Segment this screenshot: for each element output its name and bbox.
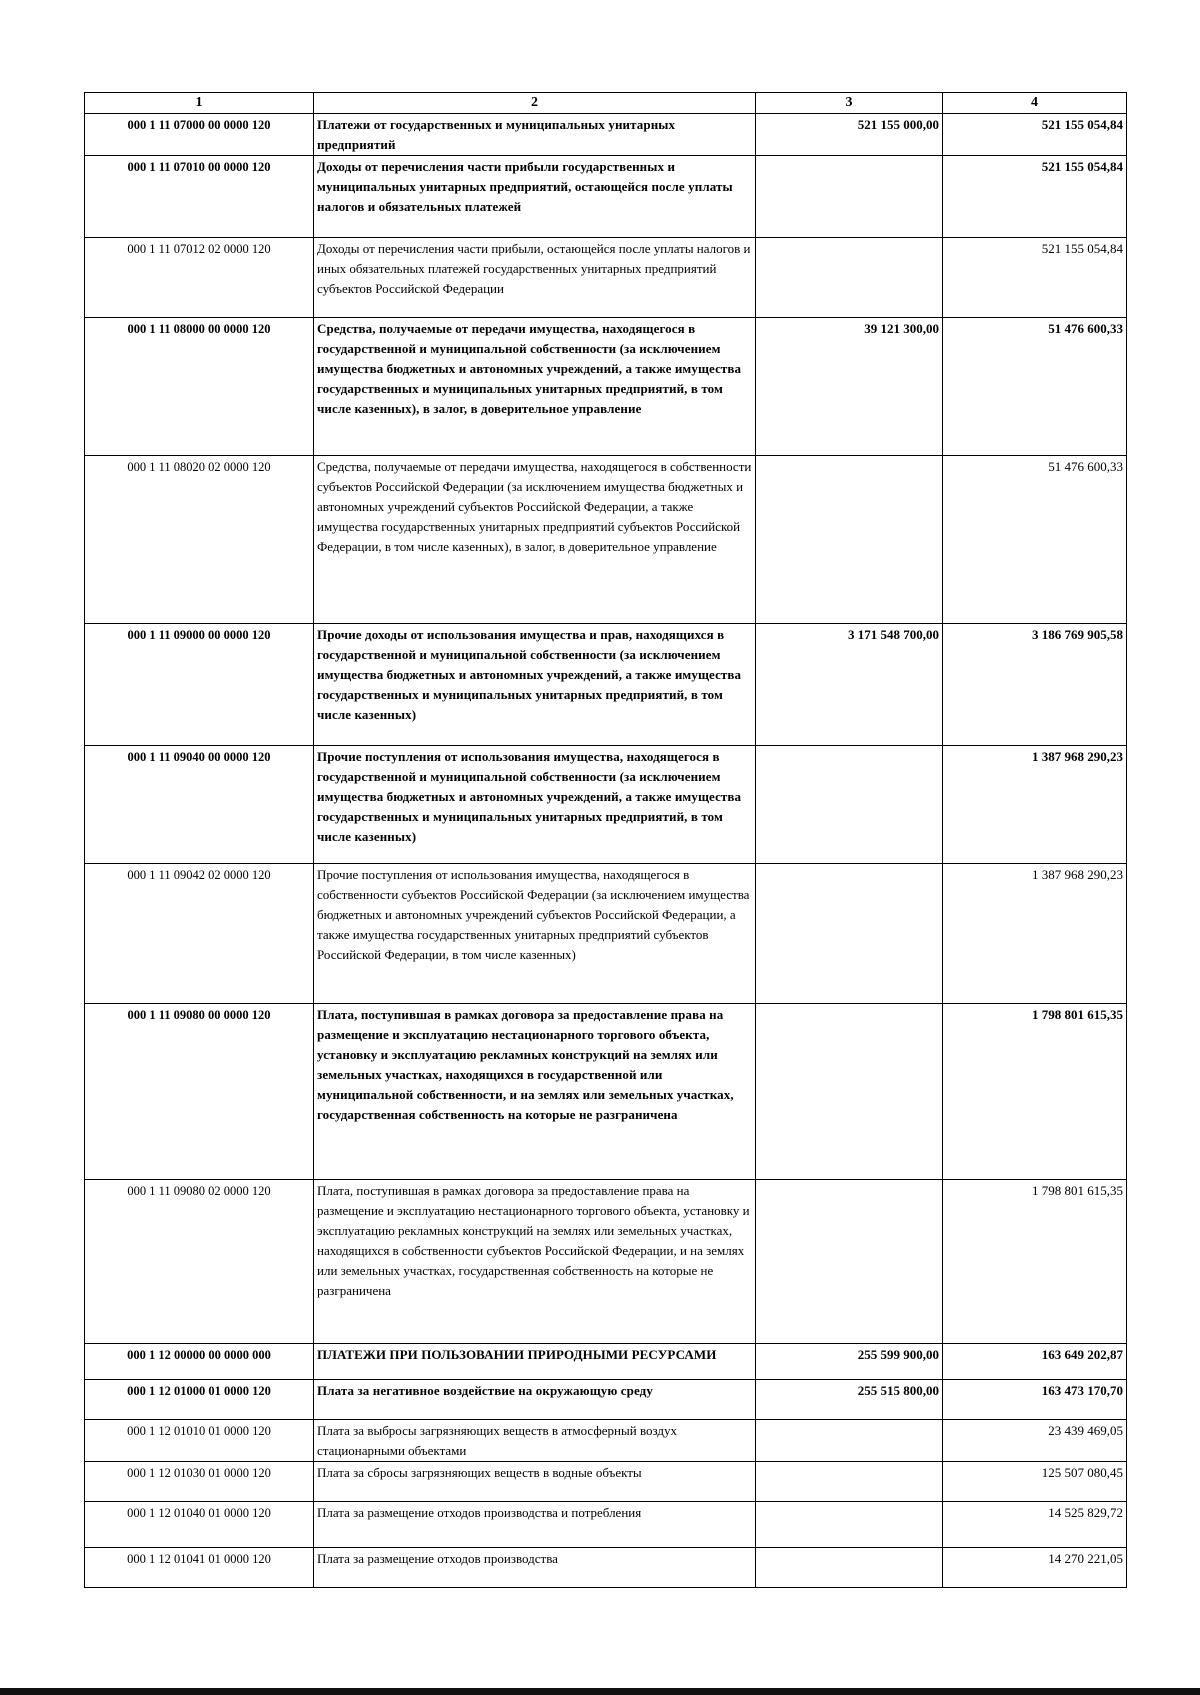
row-code: 000 1 12 01000 01 0000 120 [85, 1380, 314, 1420]
row-actual-amount: 23 439 469,05 [943, 1420, 1127, 1462]
row-name: Плата за сбросы загрязняющих веществ в водные объекты [314, 1462, 756, 1502]
table-row [85, 456, 1127, 624]
revenue-table-sheet [84, 92, 1126, 1588]
row-plan-amount [756, 864, 943, 1004]
row-plan-amount [756, 1004, 943, 1180]
table-body [85, 114, 1127, 1588]
table-row [85, 1462, 1127, 1502]
row-name: ПЛАТЕЖИ ПРИ ПОЛЬЗОВАНИИ ПРИРОДНЫМИ РЕСУРСАМИ [314, 1344, 756, 1380]
row-plan-amount: 39 121 300,00 [756, 318, 943, 456]
row-actual-amount: 1 387 968 290,23 [943, 864, 1127, 1004]
row-name: Прочие доходы от использования имущества и прав, находящихся в государственной и муниципальной собственности (за исключением имущества бюджетных и автономных учреждений, а также имущества государственных и муниципальных унитарных предприятий, в том числе казенных) [314, 624, 756, 746]
header-col-1: 1 [85, 93, 314, 114]
row-name: Доходы от перечисления части прибыли государственных и муниципальных унитарных предприятий, остающейся после уплаты налогов и обязательных платежей [314, 156, 756, 238]
table-row [85, 1180, 1127, 1344]
table-row [85, 1004, 1127, 1180]
row-name: Плата за негативное воздействие на окружающую среду [314, 1380, 756, 1420]
row-plan-amount [756, 1502, 943, 1548]
row-name: Доходы от перечисления части прибыли, остающейся после уплаты налогов и иных обязательных платежей государственных унитарных предприятий субъектов Российской Федерации [314, 238, 756, 318]
row-code: 000 1 11 07000 00 0000 120 [85, 114, 314, 156]
table-header-row [85, 93, 1127, 114]
row-plan-amount [756, 156, 943, 238]
row-code: 000 1 11 09080 02 0000 120 [85, 1180, 314, 1344]
header-col-3: 3 [756, 93, 943, 114]
row-plan-amount: 521 155 000,00 [756, 114, 943, 156]
row-code: 000 1 11 09042 02 0000 120 [85, 864, 314, 1004]
header-col-4: 4 [943, 93, 1127, 114]
row-plan-amount [756, 238, 943, 318]
table-row [85, 864, 1127, 1004]
table-row [85, 1502, 1127, 1548]
row-name: Средства, получаемые от передачи имущества, находящегося в собственности субъектов Российской Федерации (за исключением имущества бюджетных и автономных учреждений субъектов Российской Федерации, а также имущества государственных унитарных предприятий субъектов Российской Федерации, в том числе казенных), в залог, в доверительное управление [314, 456, 756, 624]
table-row [85, 1548, 1127, 1588]
row-code: 000 1 12 01040 01 0000 120 [85, 1502, 314, 1548]
revenue-table [84, 92, 1127, 1588]
header-col-2: 2 [314, 93, 756, 114]
row-code: 000 1 11 07012 02 0000 120 [85, 238, 314, 318]
row-code: 000 1 11 09040 00 0000 120 [85, 746, 314, 864]
row-code: 000 1 11 09080 00 0000 120 [85, 1004, 314, 1180]
row-actual-amount: 14 270 221,05 [943, 1548, 1127, 1588]
row-name: Плата за размещение отходов производства и потребления [314, 1502, 756, 1548]
row-plan-amount: 255 599 900,00 [756, 1344, 943, 1380]
row-name: Плата, поступившая в рамках договора за предоставление права на размещение и эксплуатацию нестационарного торгового объекта, установку и эксплуатацию рекламных конструкций на землях или земельных участках, находящихся в собственности субъектов Российской Федерации, и на землях или земельных участках, государственная собственность на которые не разграничена [314, 1180, 756, 1344]
row-actual-amount: 521 155 054,84 [943, 156, 1127, 238]
row-actual-amount: 1 387 968 290,23 [943, 746, 1127, 864]
row-code: 000 1 11 09000 00 0000 120 [85, 624, 314, 746]
row-plan-amount [756, 1548, 943, 1588]
row-code: 000 1 11 08000 00 0000 120 [85, 318, 314, 456]
table-row [85, 238, 1127, 318]
row-plan-amount: 255 515 800,00 [756, 1380, 943, 1420]
row-actual-amount: 163 649 202,87 [943, 1344, 1127, 1380]
scan-edge-band [0, 1688, 1200, 1695]
row-actual-amount: 3 186 769 905,58 [943, 624, 1127, 746]
row-plan-amount [756, 1180, 943, 1344]
table-row [85, 114, 1127, 156]
row-code: 000 1 12 00000 00 0000 000 [85, 1344, 314, 1380]
row-code: 000 1 12 01041 01 0000 120 [85, 1548, 314, 1588]
row-code: 000 1 11 08020 02 0000 120 [85, 456, 314, 624]
table-row [85, 624, 1127, 746]
row-actual-amount: 125 507 080,45 [943, 1462, 1127, 1502]
row-name: Плата, поступившая в рамках договора за предоставление права на размещение и эксплуатацию нестационарного торгового объекта, установку и эксплуатацию рекламных конструкций на землях или земельных участках, находящихся в государственной или муниципальной собственности, и на землях или земельных участках, государственная собственность на которые не разграничена [314, 1004, 756, 1180]
table-row [85, 1420, 1127, 1462]
table-row [85, 156, 1127, 238]
table-row [85, 746, 1127, 864]
row-actual-amount: 1 798 801 615,35 [943, 1180, 1127, 1344]
row-code: 000 1 12 01010 01 0000 120 [85, 1420, 314, 1462]
row-actual-amount: 1 798 801 615,35 [943, 1004, 1127, 1180]
row-name: Плата за размещение отходов производства [314, 1548, 756, 1588]
row-actual-amount: 14 525 829,72 [943, 1502, 1127, 1548]
row-actual-amount: 51 476 600,33 [943, 318, 1127, 456]
row-name: Прочие поступления от использования имущества, находящегося в собственности субъектов Российской Федерации (за исключением имущества бюджетных и автономных учреждений субъектов Российской Федерации, а также имущества государственных унитарных предприятий субъектов Российской Федерации, в том числе казенных) [314, 864, 756, 1004]
row-plan-amount [756, 746, 943, 864]
row-actual-amount: 521 155 054,84 [943, 114, 1127, 156]
row-plan-amount [756, 1462, 943, 1502]
row-code: 000 1 11 07010 00 0000 120 [85, 156, 314, 238]
row-plan-amount: 3 171 548 700,00 [756, 624, 943, 746]
row-code: 000 1 12 01030 01 0000 120 [85, 1462, 314, 1502]
table-row [85, 1344, 1127, 1380]
row-name: Прочие поступления от использования имущества, находящегося в государственной и муниципальной собственности (за исключением имущества бюджетных и автономных учреждений, а также имущества государственных и муниципальных унитарных предприятий, в том числе казенных) [314, 746, 756, 864]
row-plan-amount [756, 456, 943, 624]
row-name: Плата за выбросы загрязняющих веществ в атмосферный воздух стационарными объектами [314, 1420, 756, 1462]
row-actual-amount: 521 155 054,84 [943, 238, 1127, 318]
row-name: Средства, получаемые от передачи имущества, находящегося в государственной и муниципальной собственности (за исключением имущества бюджетных и автономных учреждений, а также имущества государственных и муниципальных унитарных предприятий, в том числе казенных), в залог, в доверительное управление [314, 318, 756, 456]
row-actual-amount: 163 473 170,70 [943, 1380, 1127, 1420]
row-name: Платежи от государственных и муниципальных унитарных предприятий [314, 114, 756, 156]
row-plan-amount [756, 1420, 943, 1462]
row-actual-amount: 51 476 600,33 [943, 456, 1127, 624]
table-row [85, 318, 1127, 456]
table-row [85, 1380, 1127, 1420]
